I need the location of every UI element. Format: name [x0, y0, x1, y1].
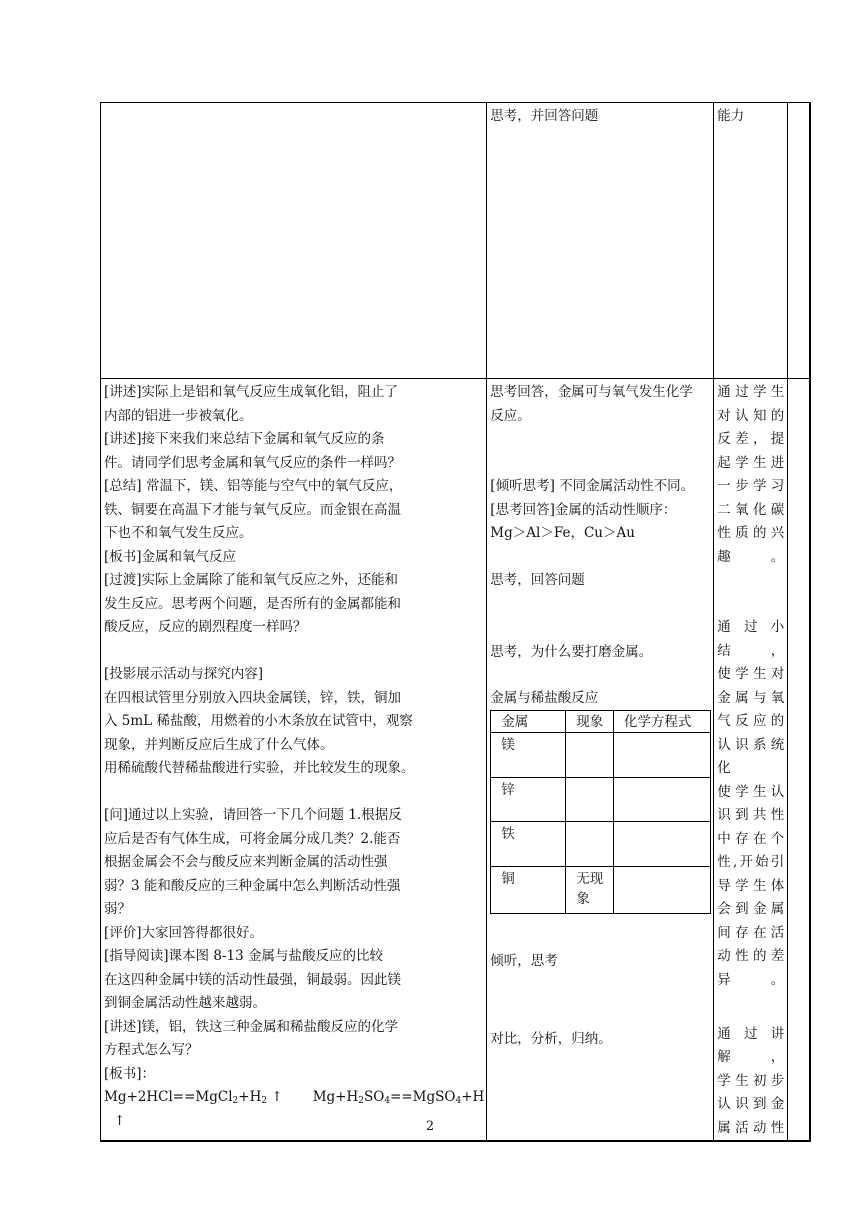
table-row — [101, 379, 810, 1142]
purpose-line: 动性的差 — [717, 948, 785, 964]
column-header-equation: 化学方程式 — [613, 711, 710, 733]
teacher-line: 弱？ — [104, 901, 131, 917]
teacher-line: 弱？3 能和酸反应的三种金属中怎么判断活动性强 — [104, 877, 401, 894]
experiment-table — [490, 710, 711, 914]
purpose-line: 认识到金 — [717, 1096, 785, 1112]
teacher-activity-cell — [101, 379, 487, 1142]
purpose-line: 一步学习 — [717, 478, 785, 494]
remarks-cell — [788, 103, 810, 379]
purpose-line: 异。 — [717, 971, 785, 988]
teacher-line: 在四根试管里分别放入四块金属镁，锌，铁，铜加 — [104, 689, 401, 706]
subscript: 2 — [232, 1096, 239, 1106]
purpose-line: 反差，提 — [717, 431, 785, 447]
subscript: 2 — [261, 1096, 268, 1106]
inner-table-caption: 金属与稀盐酸反应 — [490, 689, 599, 706]
phenomenon-cell — [566, 733, 614, 778]
teacher-line: [过渡]实际上金属除了能和氧气反应之外，还能和 — [104, 572, 399, 588]
equation-part: ==MgSO — [390, 1089, 456, 1105]
teacher-line: [指导阅读]课本图 8-13 金属与盐酸反应的比较 — [104, 948, 383, 964]
teacher-line: 入 5mL 稀盐酸，用燃着的小木条放在试管中，观察 — [104, 713, 413, 729]
student-text: 思考，为什么要打磨金属。 — [490, 643, 653, 660]
subscript: 4 — [384, 1096, 391, 1106]
equation-cell — [613, 867, 710, 914]
equation-mg-hcl: Mg+2HCl==MgCl — [104, 1089, 233, 1105]
equation-mg-h2so4: Mg+H — [312, 1089, 359, 1105]
teacher-line: 在这四种金属中镁的活动性最强，铜最弱。因此镁 — [104, 971, 401, 988]
teacher-line: [讲述]接下来我们来总结下金属和氧气反应的条 — [104, 431, 385, 447]
metal-cell: 铜 — [491, 867, 566, 914]
purpose-line: 起学生进 — [717, 454, 785, 471]
purpose-line: 气反应的 — [717, 713, 785, 729]
student-activity-cell — [487, 379, 714, 1142]
student-activity-cell — [487, 103, 714, 379]
equation-cell — [613, 822, 710, 867]
purpose-line: 金属与氧 — [717, 689, 785, 706]
teacher-line: 用稀硫酸代替稀盐酸进行实验，并比较发生的现象。 — [104, 760, 415, 776]
student-text: 思考回答，金属可与氧气发生化学 — [490, 384, 693, 400]
purpose-text: 能力 — [717, 108, 745, 124]
purpose-cell — [714, 103, 788, 379]
purpose-line: 通过讲解， — [717, 1025, 785, 1065]
student-text: 对比，分析，归纳。 — [490, 1031, 612, 1047]
purpose-cell — [714, 379, 788, 1142]
gas-arrow: ↑ — [114, 1112, 126, 1129]
teacher-line: [总结] 常温下，镁、铝等能与空气中的氧气反应， — [104, 478, 403, 494]
purpose-line: 性质的兴 — [717, 525, 785, 541]
purpose-line: 趣。 — [717, 548, 785, 565]
teacher-line: [投影展示活动与探究内容] — [104, 666, 264, 682]
metal-cell: 铁 — [491, 822, 566, 867]
metal-cell: 锌 — [491, 778, 566, 822]
column-header-phenomenon: 现象 — [566, 711, 614, 733]
teacher-line: [问]通过以上实验，请回答一下几个问题 1.根据反 — [104, 807, 402, 823]
teacher-line: [讲述]镁，铝，铁这三种金属和稀盐酸反应的化学 — [104, 1018, 399, 1035]
table-row — [491, 733, 711, 778]
purpose-line: 会到金属 — [717, 901, 785, 917]
student-text: 倾听，思考 — [490, 952, 558, 969]
teacher-line: 方程式怎么写？ — [104, 1042, 199, 1058]
purpose-line: 通过学生 — [717, 384, 785, 400]
teacher-activity-cell — [101, 103, 487, 379]
teacher-line: 发生反应。思考两个问题，是否所有的金属都能和 — [104, 595, 401, 612]
purpose-line: 使学生对 — [717, 666, 785, 682]
equation-part: SO — [364, 1089, 385, 1105]
phenomenon-cell — [566, 822, 614, 867]
phenomenon-cell — [566, 778, 614, 822]
student-text: Mg＞Al＞Fe，Cu＞Au — [490, 525, 635, 541]
column-header-metal: 金属 — [491, 711, 566, 733]
purpose-line: 属活动性 — [717, 1119, 785, 1136]
student-text: 思考，回答问题 — [490, 572, 585, 588]
purpose-group-2 — [717, 616, 784, 781]
table-row — [491, 867, 711, 914]
purpose-line: 中存在个 — [717, 830, 785, 847]
teacher-line: [板书]： — [104, 1065, 156, 1082]
purpose-line: 使学生认 — [717, 783, 785, 800]
purpose-line: 性,开始引 — [717, 854, 785, 870]
teacher-line: 现象，并判断反应后生成了什么气体。 — [104, 736, 334, 753]
purpose-line: 认识系统 — [717, 736, 785, 753]
teacher-line: 根据金属会不会与酸反应来判断金属的活动性强 — [104, 854, 388, 870]
teacher-line: 酸反应，反应的剧烈程度一样吗？ — [104, 619, 307, 635]
teacher-line: [板书]金属和氧气反应 — [104, 548, 237, 565]
teacher-line: 内部的铝进一步被氧化。 — [104, 407, 253, 424]
teacher-line: 到铜金属活动性越来越弱。 — [104, 995, 266, 1011]
student-text: [思考回答]金属的活动性顺序： — [490, 501, 677, 518]
equation-cell — [613, 778, 710, 822]
student-activity-text: 思考，并回答问题 — [490, 108, 599, 124]
purpose-line: 间存在活 — [717, 924, 785, 941]
subscript: 2 — [358, 1096, 364, 1106]
remarks-cell — [788, 379, 810, 1142]
teacher-line: 铁、铜要在高温下才能与氧气反应。而金银在高温 — [104, 501, 401, 518]
student-text: 反应。 — [490, 407, 531, 424]
phenomenon-cell: 无现象 — [566, 867, 614, 914]
teacher-line: [讲述]实际上是铝和氧气反应生成氧化铝，阻止了 — [104, 384, 399, 400]
equation-cell — [613, 733, 710, 778]
student-text: [倾听思考] 不同金属活动性不同。 — [490, 478, 695, 494]
purpose-line: 对认知的 — [717, 407, 785, 424]
purpose-line: 学生初步 — [717, 1072, 785, 1089]
equation-part: +H — [461, 1089, 485, 1105]
table-row — [491, 778, 711, 822]
purpose-line: 识到共性 — [717, 807, 785, 823]
purpose-line: 导学生体 — [717, 877, 785, 894]
purpose-group-1 — [717, 381, 784, 569]
teacher-line — [104, 781, 484, 805]
teacher-line — [104, 640, 484, 664]
equation-line — [104, 1086, 484, 1110]
teacher-line: [评价]大家回答得都很好。 — [104, 924, 264, 941]
equation-part: +H — [238, 1089, 262, 1105]
gas-arrow: ↑ — [271, 1089, 283, 1105]
purpose-line: 化 — [717, 760, 731, 776]
teacher-line: 应后是否有气体生成，可将金属分成几类？2.能否 — [104, 830, 401, 847]
lesson-plan-table — [100, 102, 811, 1142]
purpose-line: 二氧化碳 — [717, 501, 785, 518]
metal-cell: 镁 — [491, 733, 566, 778]
teacher-line: 下也不和氧气发生反应。 — [104, 525, 253, 541]
page-number: 2 — [425, 1119, 435, 1134]
table-row — [491, 822, 711, 867]
table-row — [101, 103, 810, 379]
subscript: 4 — [455, 1096, 462, 1106]
teacher-line: 件。请同学们思考金属和氧气反应的条件一样吗？ — [104, 454, 401, 471]
purpose-line: 通过小结， — [717, 619, 785, 659]
teacher-activity-text — [104, 379, 484, 1086]
purpose-group-3 — [717, 781, 784, 993]
